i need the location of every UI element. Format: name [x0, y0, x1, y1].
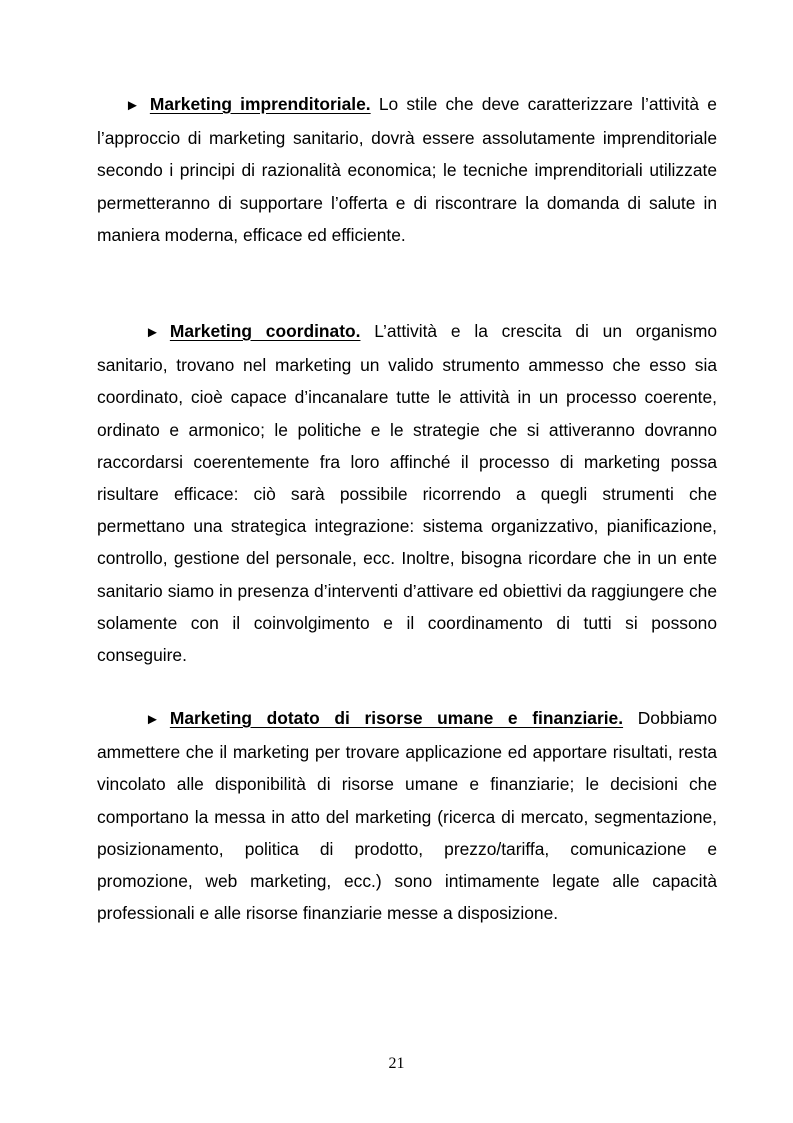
bullet-arrow-icon: ►: [125, 97, 140, 114]
paragraph-marketing-coordinato: [97, 315, 717, 671]
paragraph-body: Dobbiamo ammettere che il marketing per trovare applicazione ed apportare risultati, resta vincolato alle disponibilità di risorse umane e finanziarie; le decisioni che comportano la messa in atto del marketing (ricerca di mercato, segmentazione, posizionamento, politica di prodotto, prezzo/tariffa, comunicazione e promozione, web marketing, ecc.) sono intimamente legate alle capacità professionali e alle risorse finanziarie messe a disposizione.: [97, 708, 717, 924]
paragraph-marketing-risorse: [97, 702, 717, 929]
bullet-arrow-icon: ►: [145, 711, 160, 728]
paragraph-heading: Marketing coordinato.: [169, 321, 361, 341]
paragraph-body: L’attività e la crescita di un organismo sanitario, trovano nel marketing un valido strumento ammesso che esso sia coordinato, cioè capace d’incanalare tutte le attività in un processo coerente, ordinato e armonico; le politiche e le strategie che si attiveranno dovranno raccordarsi coerentemente fra loro affinché il processo di marketing possa risultare efficace: ciò sarà possibile ricorrendo a quegli strumenti che permettano una strategica integrazione: sistema organizzativo, pianificazione, controllo, gestione del personale, ecc. Inoltre, bisogna ricordare che in un ente sanitario siamo in presenza d’interventi d’attivare ed obiettivi da raggiungere che solamente con il coinvolgimento e il coordinamento di tutti si possono conseguire.: [97, 321, 717, 666]
paragraph-marketing-imprenditoriale: [97, 88, 717, 251]
bullet-arrow-icon: ►: [145, 324, 160, 341]
paragraph-heading: Marketing imprenditoriale.: [149, 94, 371, 114]
paragraph-heading: Marketing dotato di risorse umane e finanziarie.: [169, 708, 624, 728]
page-number: 21: [388, 1055, 405, 1072]
paragraph-body: Lo stile che deve caratterizzare l’attività e l’approccio di marketing sanitario, dovrà essere assolutamente imprenditoriale secondo i principi di razionalità economica; le tecniche imprenditoriali utilizzate permetteranno di supportare l’offerta e di riscontrare la domanda di salute in maniera moderna, efficace ed efficiente.: [97, 94, 717, 245]
